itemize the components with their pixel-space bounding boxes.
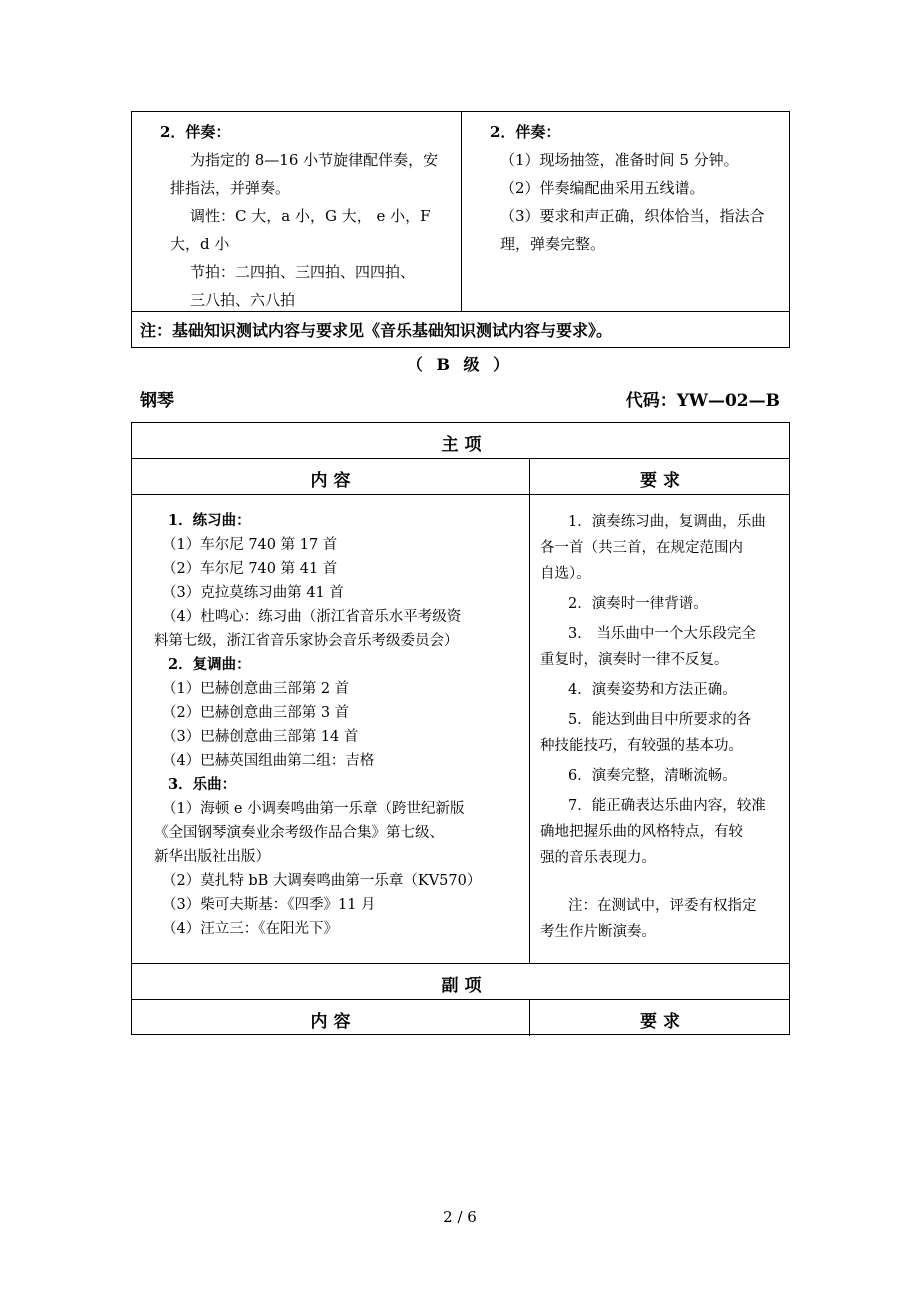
requirement-line: （2）伴奏编配曲采用五线谱。 — [500, 179, 705, 197]
basic-knowledge-note: 注：基础知识测试内容与要求见《音乐基础知识测试内容与要求》。 — [140, 321, 613, 340]
requirement-note — [540, 893, 785, 945]
row-divider — [132, 494, 789, 495]
list-item: （3）巴赫创意曲三部第 14 首 — [162, 729, 359, 745]
requirement-line: 强的音乐表现力。 — [540, 850, 656, 866]
requirement-item — [540, 621, 785, 673]
list-item: （1）巴赫创意曲三部第 2 首 — [162, 681, 350, 697]
requirement-list — [540, 509, 785, 949]
requirement-item — [540, 509, 785, 587]
content-line: 节拍：二四拍、三四拍、四四拍、 — [190, 263, 416, 281]
content-line: 大，d 小 — [170, 235, 230, 253]
column-divider — [461, 112, 462, 311]
requirement-line: 确地把握乐曲的风格特点，有较 — [540, 824, 743, 840]
list-item: （1）车尔尼 740 第 17 首 — [162, 537, 338, 553]
list-item: （4）杜鸣心：练习曲（浙江省音乐水平考级资 — [162, 609, 462, 625]
accompaniment-table — [131, 111, 790, 348]
list-item: （2）莫扎特 bB 大调奏鸣曲第一乐章（KV570） — [162, 873, 482, 889]
requirement-line: 2．演奏时一律背谱。 — [568, 596, 708, 612]
list-item: （2）车尔尼 740 第 41 首 — [162, 561, 338, 577]
requirement-line: （3）要求和声正确，织体恰当，指法合 — [500, 207, 765, 225]
accompaniment-requirement-cell — [472, 118, 782, 258]
list-item: （4）巴赫英国组曲第二组：吉格 — [162, 753, 375, 769]
secondary-item-header: 副 项 — [441, 976, 482, 996]
requirement-line: 7．能正确表达乐曲内容，较准 — [568, 798, 766, 814]
list-item: 新华出版社出版） — [154, 849, 270, 865]
list-item: （4）汪立三：《在阳光下》 — [162, 921, 338, 937]
requirement-item — [540, 793, 785, 871]
secondary-content-header: 内 容 — [310, 1012, 351, 1032]
secondary-requirement-header: 要 求 — [640, 1012, 680, 1032]
content-line: 调性：C 大，a 小，G 大， e 小，F — [190, 207, 431, 225]
requirement-item — [540, 591, 785, 617]
requirement-line: 考生作片断演奏。 — [540, 924, 656, 940]
row-divider — [132, 458, 789, 459]
requirement-item — [540, 763, 785, 789]
content-line: 排指法，并弹奏。 — [170, 179, 291, 197]
requirement-column-header: 要 求 — [640, 471, 680, 491]
requirement-line: 理，弹奏完整。 — [500, 235, 606, 253]
instrument-name: 钢琴 — [140, 391, 174, 411]
requirement-line: 1．演奏练习曲，复调曲，乐曲 — [568, 514, 766, 530]
column-divider — [529, 458, 530, 964]
requirement-line: 4．演奏姿势和方法正确。 — [568, 682, 737, 698]
requirement-line: 注：在测试中，评委有权指定 — [568, 898, 757, 914]
requirement-line: 自选）。 — [540, 566, 591, 582]
list-item: （3）克拉莫练习曲第 41 首 — [162, 585, 344, 601]
requirement-line: 各一首（共三首，在规定范围内 — [540, 540, 743, 556]
etude-section-heading: 1．练习曲： — [168, 512, 251, 529]
row-divider — [132, 999, 789, 1000]
level-title: （ B 级 ） — [406, 355, 514, 374]
polyphony-section-heading: 2．复调曲： — [168, 656, 251, 673]
row-divider — [132, 963, 789, 964]
requirement-heading: 2．伴奏： — [490, 123, 561, 141]
requirement-item — [540, 707, 785, 759]
list-item: 料第七级，浙江省音乐家协会音乐考级委员会） — [154, 633, 459, 649]
list-item: （3）柴可夫斯基：《四季》11 月 — [162, 897, 376, 913]
requirement-line: 5．能达到曲目中所要求的各 — [568, 712, 752, 728]
requirement-line: （1）现场抽签，准备时间 5 分钟。 — [500, 151, 739, 169]
requirement-line: 重复时，演奏时一律不反复。 — [540, 652, 729, 668]
requirement-line: 3． 当乐曲中一个大乐段完全 — [568, 626, 756, 642]
requirement-line: 种技能技巧，有较强的基本功。 — [540, 738, 743, 754]
piano-requirements-table — [131, 422, 790, 1035]
list-item: （2）巴赫创意曲三部第 3 首 — [162, 705, 350, 721]
page-number: 2 / 6 — [443, 1208, 477, 1226]
repertoire-list — [154, 509, 522, 941]
content-column-header: 内 容 — [310, 471, 351, 491]
accompaniment-heading: 2．伴奏： — [160, 123, 231, 141]
main-item-header: 主 项 — [441, 435, 482, 455]
piece-section-heading: 3．乐曲： — [168, 776, 237, 793]
list-item: （1）海顿 e 小调奏鸣曲第一乐章（跨世纪新版 — [162, 801, 465, 817]
list-item: 《全国钢琴演奏业余考级作品合集》第七级、 — [154, 825, 444, 841]
accompaniment-content-cell — [142, 118, 452, 314]
requirement-item — [540, 677, 785, 703]
content-line: 三八拍、六八拍 — [190, 291, 296, 309]
requirement-line: 6．演奏完整，清晰流畅。 — [568, 768, 737, 784]
content-line: 为指定的 8—16 小节旋律配伴奏，安 — [190, 151, 439, 169]
exam-code: 代码：YW—02—B — [625, 391, 780, 411]
